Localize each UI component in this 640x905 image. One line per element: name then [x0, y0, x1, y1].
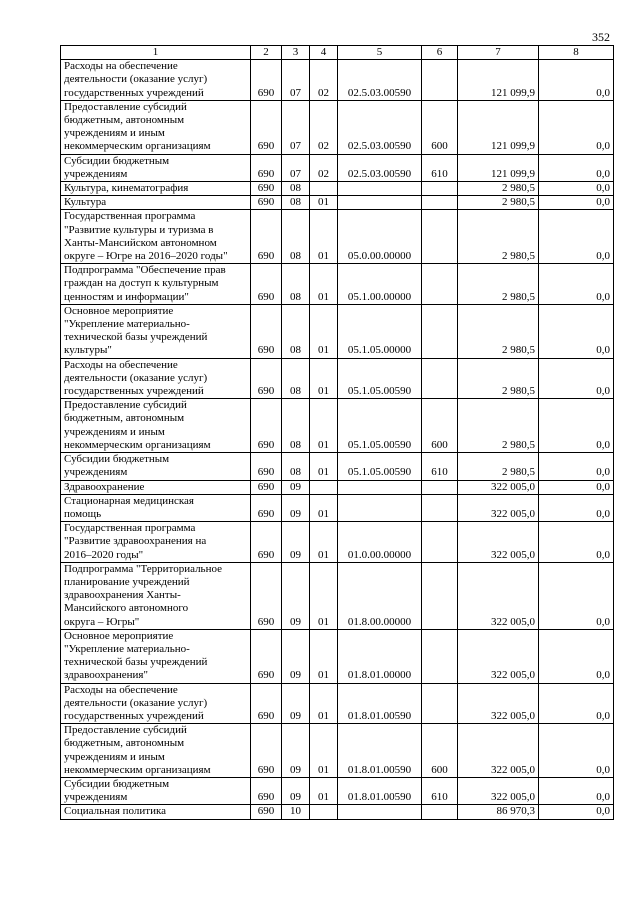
cell-amount: 2 980,5 [458, 358, 539, 399]
row-name: Основное мероприятие "Укрепление материально- технической базы учреждений здравоохранения" [61, 629, 251, 683]
row-name: Стационарная медицинская помощь [61, 494, 251, 521]
cell-expense-type: 600 [422, 724, 458, 778]
cell-target-article [338, 494, 422, 521]
cell-ministry: 690 [251, 100, 282, 154]
row-name: Расходы на обеспечение деятельности (оказание услуг) государственных учреждений [61, 683, 251, 724]
table-row [61, 724, 614, 778]
cell-expense-type [422, 562, 458, 629]
column-header: 1 [61, 46, 251, 60]
cell-section: 10 [282, 805, 310, 819]
row-name: Подпрограмма "Обеспечение прав граждан на доступ к культурным ценностям и информации" [61, 264, 251, 305]
row-name: Основное мероприятие "Укрепление материально- технической базы учреждений культуры" [61, 304, 251, 358]
cell-target-article [338, 805, 422, 819]
row-name: Социальная политика [61, 805, 251, 819]
cell-amount-2: 0,0 [539, 480, 614, 494]
cell-target-article: 05.1.00.00000 [338, 264, 422, 305]
cell-expense-type [422, 196, 458, 210]
cell-amount-2: 0,0 [539, 182, 614, 196]
table-row [61, 562, 614, 629]
cell-target-article [338, 196, 422, 210]
cell-amount-2: 0,0 [539, 724, 614, 778]
cell-subsection: 02 [310, 60, 338, 101]
cell-amount-2: 0,0 [539, 196, 614, 210]
cell-amount-2: 0,0 [539, 399, 614, 453]
table-row [61, 453, 614, 480]
cell-expense-type [422, 304, 458, 358]
table-row [61, 683, 614, 724]
cell-ministry: 690 [251, 399, 282, 453]
cell-expense-type [422, 182, 458, 196]
cell-section: 08 [282, 453, 310, 480]
cell-ministry: 690 [251, 683, 282, 724]
row-name: Культура [61, 196, 251, 210]
cell-target-article: 02.5.03.00590 [338, 100, 422, 154]
cell-subsection: 01 [310, 358, 338, 399]
cell-target-article: 01.8.00.00000 [338, 562, 422, 629]
cell-amount: 322 005,0 [458, 562, 539, 629]
table-row [61, 182, 614, 196]
cell-subsection [310, 182, 338, 196]
cell-amount: 322 005,0 [458, 683, 539, 724]
cell-ministry: 690 [251, 724, 282, 778]
cell-amount: 322 005,0 [458, 494, 539, 521]
cell-expense-type [422, 60, 458, 101]
table-row [61, 629, 614, 683]
cell-amount: 2 980,5 [458, 304, 539, 358]
cell-amount-2: 0,0 [539, 683, 614, 724]
cell-expense-type: 610 [422, 777, 458, 804]
cell-amount-2: 0,0 [539, 453, 614, 480]
cell-expense-type [422, 629, 458, 683]
column-header: 8 [539, 46, 614, 60]
cell-ministry: 690 [251, 522, 282, 563]
table-row [61, 494, 614, 521]
cell-ministry: 690 [251, 494, 282, 521]
cell-ministry: 690 [251, 60, 282, 101]
cell-subsection: 01 [310, 683, 338, 724]
row-name: Субсидии бюджетным учреждениям [61, 777, 251, 804]
column-header: 7 [458, 46, 539, 60]
row-name: Предоставление субсидий бюджетным, автономным учреждениям и иным некоммерческим организациям [61, 399, 251, 453]
table-row [61, 210, 614, 264]
cell-ministry: 690 [251, 480, 282, 494]
cell-expense-type [422, 494, 458, 521]
cell-expense-type: 610 [422, 154, 458, 181]
cell-expense-type [422, 264, 458, 305]
cell-section: 09 [282, 777, 310, 804]
cell-target-article: 05.1.05.00590 [338, 358, 422, 399]
cell-amount-2: 0,0 [539, 805, 614, 819]
cell-subsection: 01 [310, 629, 338, 683]
cell-expense-type [422, 522, 458, 563]
cell-section: 09 [282, 629, 310, 683]
cell-amount: 2 980,5 [458, 399, 539, 453]
cell-expense-type [422, 805, 458, 819]
row-name: Предоставление субсидий бюджетным, автономным учреждениям и иным некоммерческим организациям [61, 100, 251, 154]
cell-amount-2: 0,0 [539, 100, 614, 154]
cell-subsection [310, 805, 338, 819]
cell-ministry: 690 [251, 154, 282, 181]
cell-amount-2: 0,0 [539, 60, 614, 101]
table-row [61, 60, 614, 101]
cell-ministry: 690 [251, 182, 282, 196]
cell-section: 08 [282, 264, 310, 305]
row-name: Субсидии бюджетным учреждениям [61, 453, 251, 480]
cell-section: 07 [282, 60, 310, 101]
cell-amount: 2 980,5 [458, 182, 539, 196]
cell-ministry: 690 [251, 562, 282, 629]
cell-amount: 2 980,5 [458, 453, 539, 480]
row-name: Подпрограмма "Территориальное планирование учреждений здравоохранения Ханты- Мансийского автономного округа – Югры" [61, 562, 251, 629]
cell-amount-2: 0,0 [539, 210, 614, 264]
cell-amount-2: 0,0 [539, 304, 614, 358]
cell-target-article: 05.1.05.00000 [338, 304, 422, 358]
cell-subsection: 01 [310, 304, 338, 358]
table-row [61, 358, 614, 399]
cell-subsection [310, 480, 338, 494]
cell-subsection: 02 [310, 100, 338, 154]
column-header: 5 [338, 46, 422, 60]
cell-target-article: 01.8.01.00000 [338, 629, 422, 683]
cell-expense-type [422, 480, 458, 494]
table-row [61, 522, 614, 563]
cell-section: 08 [282, 182, 310, 196]
cell-section: 07 [282, 154, 310, 181]
cell-expense-type [422, 358, 458, 399]
row-name: Расходы на обеспечение деятельности (оказание услуг) государственных учреждений [61, 358, 251, 399]
cell-section: 08 [282, 358, 310, 399]
cell-section: 09 [282, 724, 310, 778]
row-name: Государственная программа "Развитие здравоохранения на 2016–2020 годы" [61, 522, 251, 563]
cell-section: 08 [282, 210, 310, 264]
row-name: Здравоохранение [61, 480, 251, 494]
table-row [61, 805, 614, 819]
cell-target-article [338, 480, 422, 494]
cell-target-article: 01.8.01.00590 [338, 724, 422, 778]
cell-expense-type: 600 [422, 399, 458, 453]
header-row [61, 46, 614, 60]
budget-table [60, 45, 614, 820]
cell-target-article [338, 182, 422, 196]
row-name: Культура, кинематография [61, 182, 251, 196]
cell-ministry: 690 [251, 264, 282, 305]
cell-section: 09 [282, 562, 310, 629]
cell-section: 09 [282, 494, 310, 521]
cell-section: 09 [282, 683, 310, 724]
row-name: Предоставление субсидий бюджетным, автономным учреждениям и иным некоммерческим организациям [61, 724, 251, 778]
cell-section: 09 [282, 480, 310, 494]
cell-section: 08 [282, 196, 310, 210]
column-header: 2 [251, 46, 282, 60]
cell-ministry: 690 [251, 196, 282, 210]
table-row [61, 399, 614, 453]
cell-subsection: 01 [310, 264, 338, 305]
table-row [61, 480, 614, 494]
cell-target-article: 01.0.00.00000 [338, 522, 422, 563]
cell-amount: 86 970,3 [458, 805, 539, 819]
cell-amount-2: 0,0 [539, 522, 614, 563]
cell-amount: 2 980,5 [458, 210, 539, 264]
cell-amount-2: 0,0 [539, 154, 614, 181]
cell-ministry: 690 [251, 210, 282, 264]
cell-target-article: 02.5.03.00590 [338, 154, 422, 181]
cell-expense-type [422, 683, 458, 724]
cell-amount: 121 099,9 [458, 60, 539, 101]
cell-expense-type: 600 [422, 100, 458, 154]
cell-target-article: 05.1.05.00590 [338, 453, 422, 480]
cell-subsection: 01 [310, 724, 338, 778]
cell-expense-type: 610 [422, 453, 458, 480]
cell-amount-2: 0,0 [539, 629, 614, 683]
column-header: 3 [282, 46, 310, 60]
cell-ministry: 690 [251, 358, 282, 399]
table-row [61, 100, 614, 154]
cell-amount-2: 0,0 [539, 494, 614, 521]
cell-subsection: 01 [310, 210, 338, 264]
column-header: 6 [422, 46, 458, 60]
cell-amount-2: 0,0 [539, 777, 614, 804]
cell-section: 07 [282, 100, 310, 154]
cell-section: 08 [282, 399, 310, 453]
cell-amount: 2 980,5 [458, 196, 539, 210]
cell-ministry: 690 [251, 629, 282, 683]
cell-target-article: 05.1.05.00590 [338, 399, 422, 453]
cell-ministry: 690 [251, 304, 282, 358]
cell-amount-2: 0,0 [539, 562, 614, 629]
cell-ministry: 690 [251, 805, 282, 819]
cell-subsection: 01 [310, 777, 338, 804]
cell-expense-type [422, 210, 458, 264]
cell-subsection: 01 [310, 562, 338, 629]
cell-section: 09 [282, 522, 310, 563]
row-name: Расходы на обеспечение деятельности (оказание услуг) государственных учреждений [61, 60, 251, 101]
cell-target-article: 02.5.03.00590 [338, 60, 422, 101]
cell-amount: 121 099,9 [458, 154, 539, 181]
cell-subsection: 01 [310, 196, 338, 210]
cell-amount-2: 0,0 [539, 358, 614, 399]
cell-amount: 322 005,0 [458, 629, 539, 683]
row-name: Государственная программа "Развитие культуры и туризма в Ханты-Мансийском автономном округе – Югре на 2016–2020 годы" [61, 210, 251, 264]
cell-amount: 322 005,0 [458, 777, 539, 804]
cell-amount: 2 980,5 [458, 264, 539, 305]
cell-target-article: 01.8.01.00590 [338, 777, 422, 804]
row-name: Субсидии бюджетным учреждениям [61, 154, 251, 181]
cell-subsection: 02 [310, 154, 338, 181]
cell-ministry: 690 [251, 777, 282, 804]
cell-subsection: 01 [310, 453, 338, 480]
page-number: 352 [592, 30, 610, 44]
table-row [61, 264, 614, 305]
cell-amount: 322 005,0 [458, 480, 539, 494]
table-row [61, 777, 614, 804]
cell-section: 08 [282, 304, 310, 358]
table-row [61, 196, 614, 210]
column-header: 4 [310, 46, 338, 60]
cell-target-article: 05.0.00.00000 [338, 210, 422, 264]
cell-amount: 322 005,0 [458, 724, 539, 778]
cell-subsection: 01 [310, 522, 338, 563]
cell-amount-2: 0,0 [539, 264, 614, 305]
cell-subsection: 01 [310, 494, 338, 521]
cell-amount: 322 005,0 [458, 522, 539, 563]
cell-target-article: 01.8.01.00590 [338, 683, 422, 724]
table-row [61, 304, 614, 358]
cell-amount: 121 099,9 [458, 100, 539, 154]
cell-ministry: 690 [251, 453, 282, 480]
cell-subsection: 01 [310, 399, 338, 453]
table-row [61, 154, 614, 181]
